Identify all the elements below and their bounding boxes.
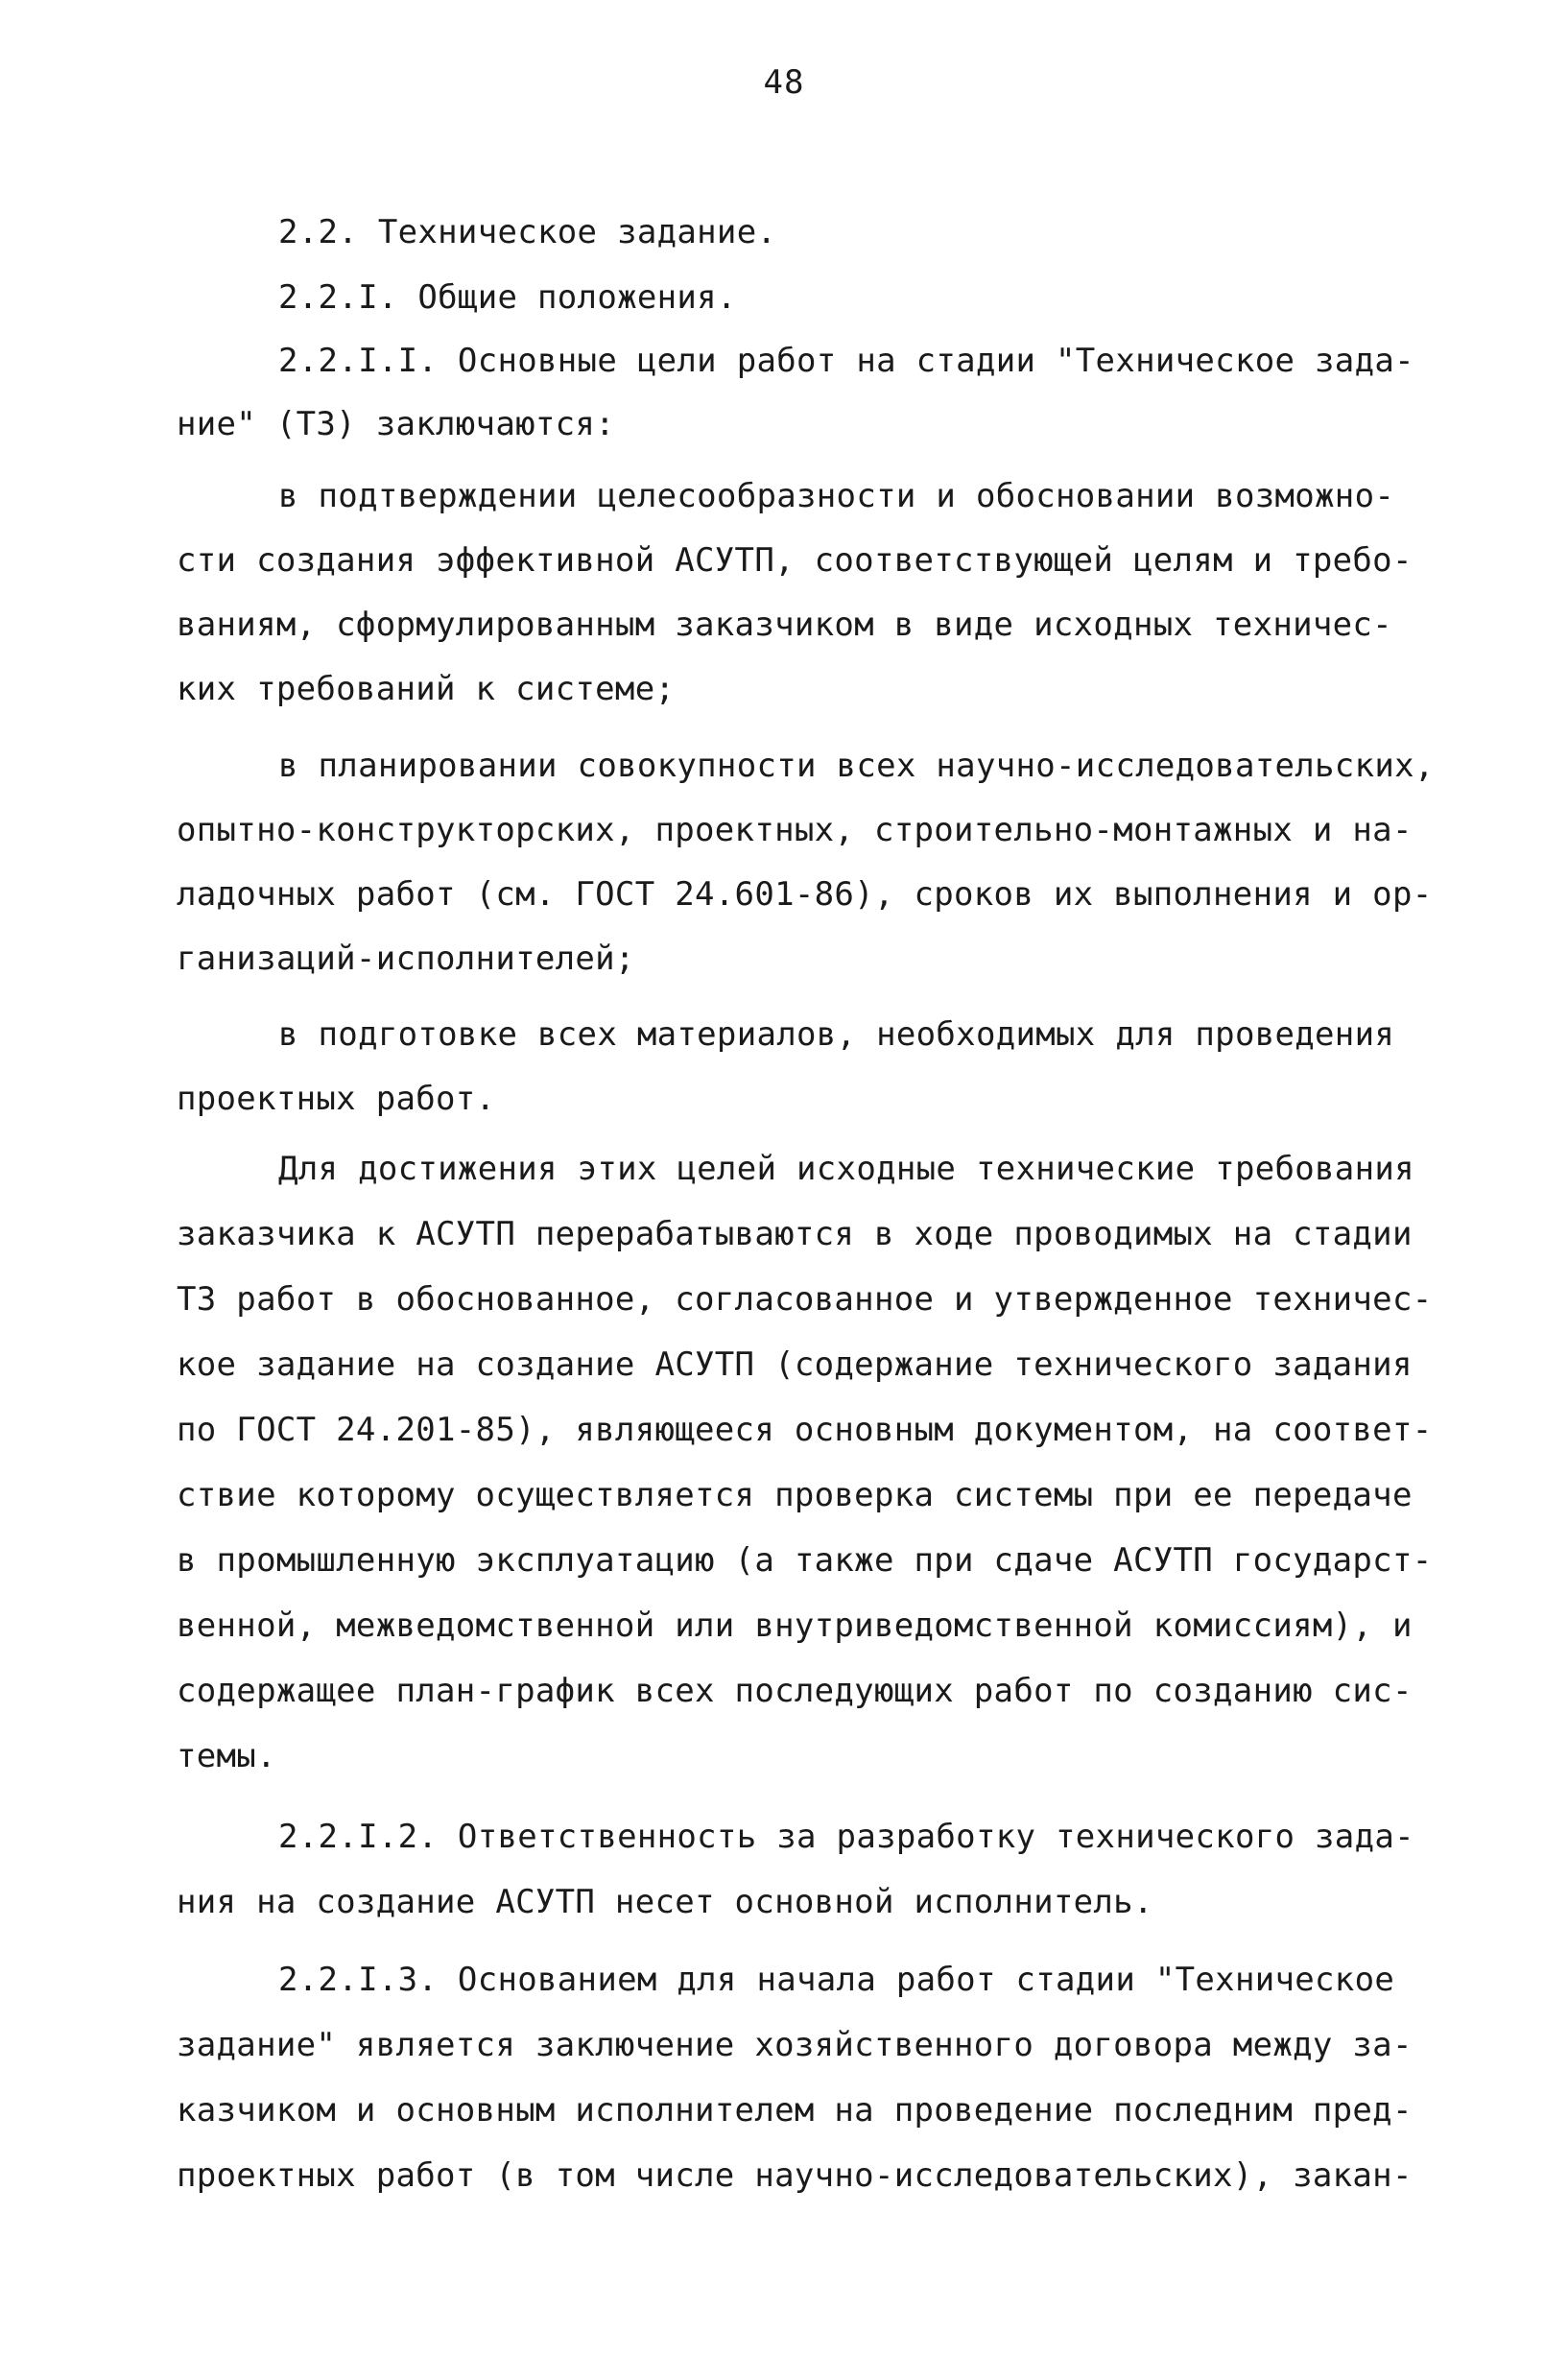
text-line: по ГОСТ 24.201-85), являющееся основным документом, на соответ- xyxy=(177,1411,1433,1449)
text-line: ние" (ТЗ) заключаются: xyxy=(177,405,615,443)
text-line: сти создания эффективной АСУТП, соответствующей целям и требо- xyxy=(177,541,1413,580)
text-line: темы. xyxy=(177,1737,276,1775)
text-line: казчиком и основным исполнителем на проведение последним пред- xyxy=(177,2091,1413,2130)
text-line: кое задание на создание АСУТП (содержание технического задания xyxy=(177,1345,1413,1384)
text-line: опытно-конструкторских, проектных, строительно-монтажных и на- xyxy=(177,811,1413,849)
subsection-heading: 2.2.I. Общие положения. xyxy=(278,278,737,317)
text-line: в подготовке всех материалов, необходимых для проведения xyxy=(278,1015,1395,1054)
text-line: 2.2.I.3. Основанием для начала работ стадии "Техническое xyxy=(278,1961,1395,1999)
text-line: заказчика к АСУТП перерабатываются в ходе проводимых на стадии xyxy=(177,1215,1413,1253)
text-line: ладочных работ (см. ГОСТ 24.601-86), сроков их выполнения и ор- xyxy=(177,875,1433,914)
text-line: в планировании совокупности всех научно-исследовательских, xyxy=(278,747,1435,785)
text-line: проектных работ. xyxy=(177,1080,496,1118)
text-line: ких требований к системе; xyxy=(177,670,676,708)
text-line: 2.2.I.I. Основные цели работ на стадии "Техническое зада- xyxy=(278,342,1414,380)
text-line: 2.2.I.2. Ответственность за разработку технического зада- xyxy=(278,1818,1414,1856)
text-line: ТЗ работ в обоснованное, согласованное и утвержденное техничес- xyxy=(177,1280,1433,1319)
text-line: Для достижения этих целей исходные технические требования xyxy=(278,1150,1414,1188)
text-line: содержащее план-график всех последующих работ по созданию сис- xyxy=(177,1672,1413,1710)
text-line: ния на создание АСУТП несет основной исполнитель. xyxy=(177,1883,1153,1921)
text-line: в подтверждении целесообразности и обосновании возможно- xyxy=(278,477,1395,515)
text-line: проектных работ (в том числе научно-исследовательских), закан- xyxy=(177,2156,1413,2195)
text-line: ствие которому осуществляется проверка системы при ее передаче xyxy=(177,1476,1413,1514)
text-line: в промышленную эксплуатацию (а также при сдаче АСУТП государст- xyxy=(177,1541,1433,1580)
section-heading: 2.2. Техническое задание. xyxy=(278,213,777,251)
text-line: ваниям, сформулированным заказчиком в виде исходных техничес- xyxy=(177,606,1392,644)
text-line: задание" является заключение хозяйственного договора между за- xyxy=(177,2026,1413,2064)
text-line: венной, межведомственной или внутриведомственной комиссиям), и xyxy=(177,1606,1413,1645)
page-number: 48 xyxy=(763,63,805,102)
text-line: ганизаций-исполнителей; xyxy=(177,940,635,978)
